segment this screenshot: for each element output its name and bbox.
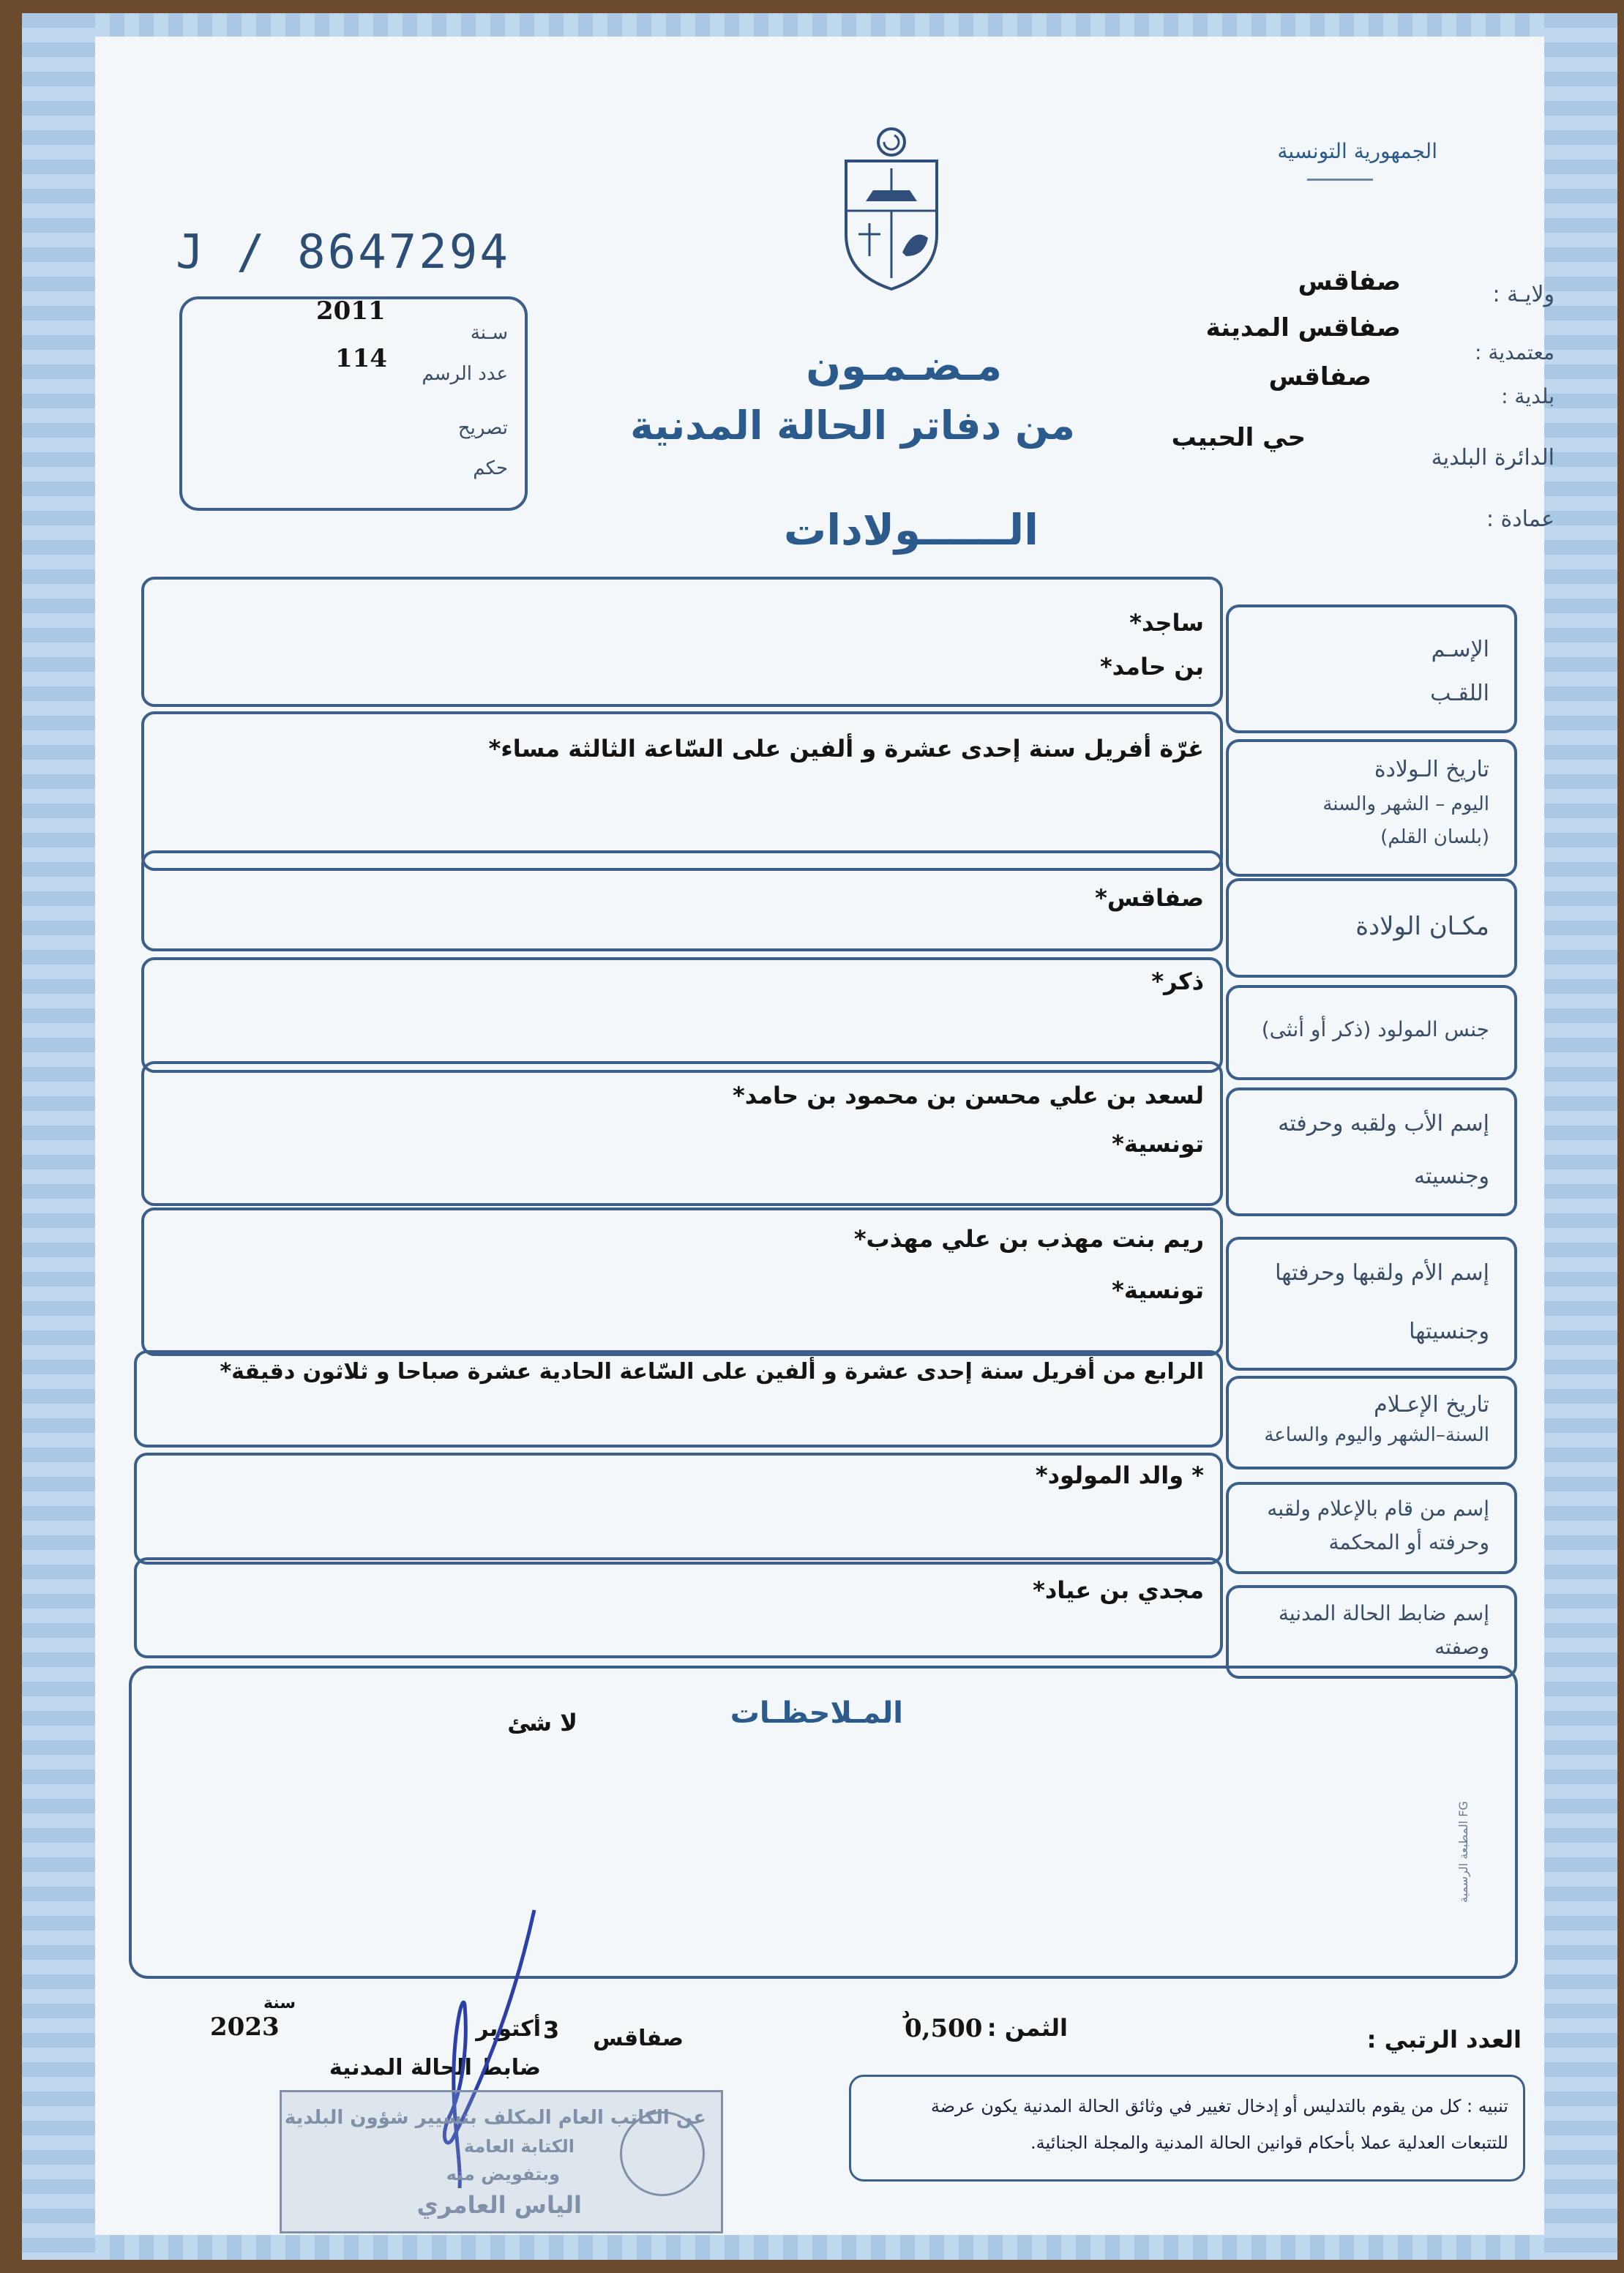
mother-label-box (1226, 1237, 1517, 1371)
document-serial-number: J / 8647294 (176, 225, 510, 280)
legal-notice-box (849, 2075, 1525, 2182)
declaration-date-sublabel: السنة–الشهر واليوم والساعة (1264, 1424, 1489, 1446)
remarks-title: المـلاحظـات (730, 1696, 903, 1730)
declaration-date-label-box (1226, 1376, 1517, 1469)
father-nationality-value: تونسية* (1112, 1130, 1204, 1158)
baladiya-label: بلدية : (1501, 384, 1554, 408)
birth-date-label-box (1226, 739, 1517, 877)
guilloche-border-left (22, 13, 95, 2260)
legal-notice-line-1: تنبيه : كل من يقوم بالتدليس أو إدخال تغيير في وثائق الحالة المدنية يكون عرضة (930, 2096, 1508, 2116)
issue-year-value: 2023 (210, 2012, 280, 2042)
birth-date-sublabel: اليوم – الشهر والسنة (1322, 793, 1489, 815)
tunisia-coat-of-arms-icon (840, 124, 943, 293)
register-declaration-label: تصريح (457, 417, 508, 439)
motamadiya-label: معتمدية : (1475, 340, 1554, 364)
officer-value-box (134, 1557, 1223, 1658)
civil-officer-value: مجدي بن عياد* (1033, 1576, 1204, 1604)
birth-date-value-box (141, 711, 1223, 871)
document-title-line1: مـضـمـون (806, 342, 1002, 390)
register-year-value: 2011 (316, 296, 386, 326)
price-value: 0,500 (905, 2014, 983, 2043)
register-number-value: 114 (335, 344, 387, 373)
stamp-line-1: عن الكاتب العام المكلف بتسيير شؤون البلدية (284, 2107, 706, 2129)
wilaya-label: ولايـة : (1492, 282, 1554, 307)
issue-city: صفاقس (593, 2026, 684, 2051)
mother-value-box (141, 1207, 1223, 1356)
guilloche-border-right (1544, 13, 1617, 2260)
sex-value: ذكر* (1151, 967, 1204, 995)
birth-date-label: تاريخ الـولادة (1374, 757, 1489, 782)
imada-label: عمادة : (1486, 506, 1554, 532)
first-name-value: ساجد* (1129, 609, 1204, 637)
surname-label: اللقـب (1430, 681, 1489, 706)
name-value-box (141, 577, 1223, 707)
stamp-line-3: وبتفويض منه (446, 2164, 560, 2184)
issue-day: 3 (543, 2016, 560, 2044)
currency-mark: د (902, 2004, 910, 2022)
mother-nationality-label: وجنسيتها (1409, 1319, 1489, 1344)
declarant-value: * والد المولود* (1035, 1461, 1204, 1489)
declarant-label: إسم من قام بالإعلام ولقبه (1267, 1497, 1489, 1521)
birth-place-value-box (141, 850, 1223, 951)
birth-place-label-box (1226, 878, 1517, 978)
father-label: إسم الأب ولقبه وحرفته (1278, 1111, 1489, 1136)
issue-month: أكتوبر (476, 2016, 541, 2042)
surname-value: بن حامد* (1099, 653, 1204, 681)
sex-label-box (1226, 985, 1517, 1080)
daira-value: حي الحبيب (1171, 423, 1306, 452)
birth-date-sublabel-words: (بلسان القلم) (1380, 826, 1489, 848)
declaration-date-value-box (134, 1350, 1223, 1448)
father-value-box (141, 1061, 1223, 1206)
register-number-label: عدد الرسم (422, 363, 508, 385)
issue-year-label: سنة (263, 1994, 296, 2012)
republic-underline (1307, 179, 1373, 181)
sex-value-box (141, 957, 1223, 1073)
section-title-births: الــــــولادات (783, 505, 1039, 555)
printer-mark: المطبعة الرسمية FG (1456, 1801, 1470, 1903)
father-nationality-label: وجنسيته (1413, 1164, 1489, 1189)
birth-place-value: صفاقس* (1095, 884, 1204, 912)
document-title-line2: من دفاتر الحالة المدنية (630, 402, 1075, 449)
mother-label: إسم الأم ولقبها وحرفتها (1275, 1260, 1489, 1286)
declarant-sublabel: وحرفته أو المحكمة (1328, 1530, 1489, 1554)
father-label-box (1226, 1087, 1517, 1216)
civil-officer-sublabel: وصفته (1434, 1635, 1489, 1659)
remarks-value: لا شئ (507, 1709, 577, 1737)
officer-label-box (1226, 1585, 1517, 1679)
declaration-date-value: الرابع من أفريل سنة إحدى عشرة و ألفين على السّاعة الحادية عشرة صباحا و ثلاثون دقيقة* (220, 1359, 1204, 1385)
officer-title: ضابط الحالة المدنية (329, 2055, 541, 2081)
register-judgment-label: حكم (473, 457, 508, 479)
stamp-line-4: الياس العامري (416, 2191, 582, 2219)
civil-officer-label: إسم ضابط الحالة المدنية (1278, 1601, 1489, 1625)
baladiya-value: صفاقس (1268, 362, 1372, 392)
birth-place-label: مكـان الولادة (1355, 912, 1489, 941)
wilaya-value: صفاقس (1298, 267, 1401, 296)
republic-label: الجمهورية التونسية (1277, 139, 1437, 163)
register-year-label: سـنة (470, 322, 508, 344)
declarant-value-box (134, 1453, 1223, 1565)
declarant-label-box (1226, 1482, 1517, 1574)
birth-date-value: غرّة أفريل سنة إحدى عشرة و ألفين على السّاعة الثالثة مساء* (488, 735, 1204, 763)
mother-nationality-value: تونسية* (1112, 1276, 1204, 1304)
official-stamp (280, 2090, 723, 2233)
legal-notice-line-2: للتتبعات العدلية عملا بأحكام قوانين الحالة المدنية والمجلة الجنائية. (1030, 2132, 1508, 2153)
stamp-line-2: الكتابة العامة (463, 2136, 575, 2157)
price-label: الثمن : (987, 2014, 1068, 2042)
motamadiya-value: صفاقس المدينة (1205, 313, 1401, 342)
sequence-number-label: العدد الرتبي : (1366, 2026, 1522, 2053)
mother-name-value: ريم بنت مهذب بن علي مهذب* (853, 1225, 1204, 1253)
sex-label: جنس المولود (ذكر أو أنثى) (1261, 1017, 1489, 1041)
name-label-box (1226, 604, 1517, 733)
guilloche-border-bottom (22, 2235, 1617, 2260)
round-seal-icon (620, 2111, 705, 2196)
guilloche-border-top (22, 13, 1617, 37)
father-name-value: لسعد بن علي محسن بن محمود بن حامد* (733, 1082, 1204, 1109)
declaration-date-label: تاريخ الإعـلام (1374, 1392, 1489, 1418)
first-name-label: الإسـم (1431, 637, 1489, 662)
daira-label: الدائرة البلدية (1431, 445, 1554, 471)
